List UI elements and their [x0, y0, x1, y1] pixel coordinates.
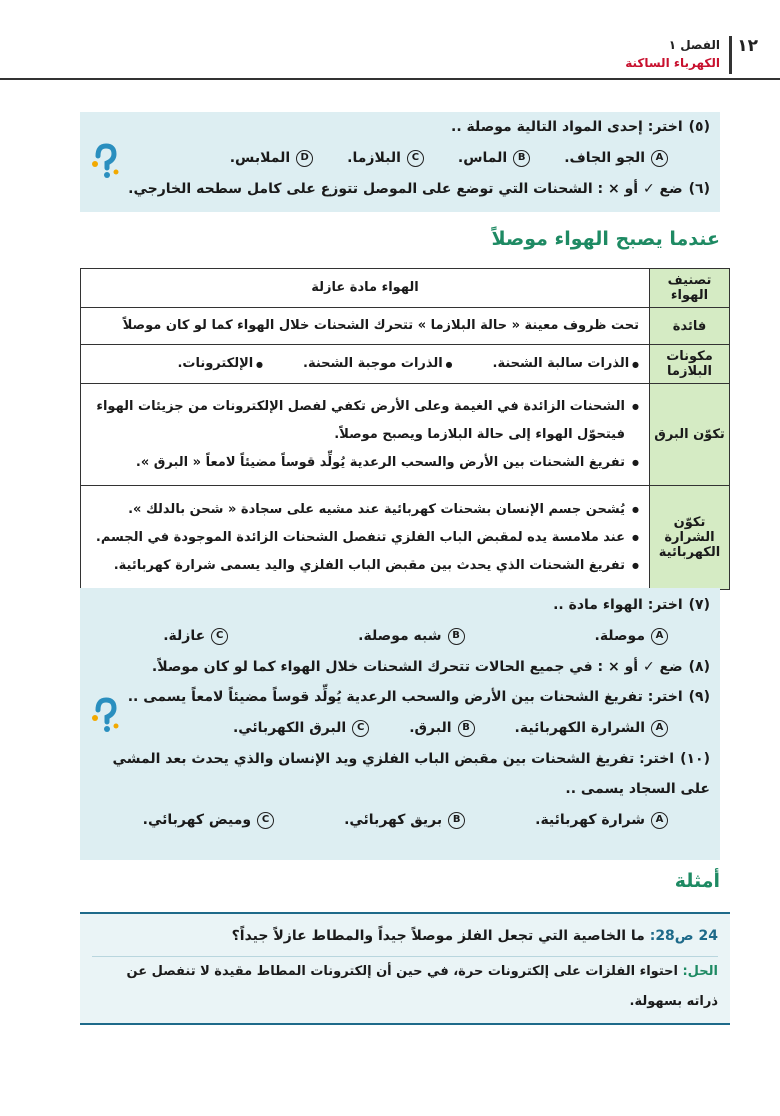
example-reference: 24 ص28:: [649, 928, 718, 944]
table-row: [81, 486, 730, 590]
header-rule: [0, 78, 780, 80]
question-10-options: [80, 804, 720, 836]
question-7-options: [80, 620, 720, 652]
examples-title: أمثلة: [674, 870, 720, 892]
option-letter-icon: C: [407, 150, 424, 167]
question-text: اختر: إحدى المواد التالية موصلة ..: [451, 119, 683, 135]
option-text: موصلة.: [594, 628, 645, 644]
option-text: وميض كهربائي.: [142, 812, 252, 828]
option-letter-icon: A: [651, 812, 668, 829]
question-mark-icon: [88, 142, 122, 182]
question-number: (٨): [688, 659, 710, 675]
table-row-head: تكوّن الشرارة الكهربائية: [650, 486, 730, 590]
option-a[interactable]: [595, 620, 669, 652]
option-c[interactable]: [233, 712, 369, 744]
option-text: الشرارة الكهربائية.: [514, 720, 645, 736]
question-5: [80, 112, 720, 142]
option-letter-icon: B: [448, 812, 465, 829]
header-divider: [729, 36, 732, 74]
option-a[interactable]: [515, 712, 668, 744]
table-row-content: [81, 384, 650, 486]
plasma-components-list: [91, 350, 639, 379]
question-text: ضع ✓ أو × : في جميع الحالات تتحرك الشحنات خلال الهواء كما لو كان موصلاً.: [151, 659, 683, 675]
option-text: الملابس.: [229, 150, 291, 166]
answer-label: الحل:: [682, 964, 718, 979]
option-text: الجو الجاف.: [564, 150, 645, 166]
table-row-head: فائدة: [650, 308, 730, 345]
question-8: [80, 652, 720, 682]
table-row-content: الهواء مادة عازلة: [81, 269, 650, 308]
page-header: [0, 0, 780, 88]
table-row: [81, 384, 730, 486]
option-b[interactable]: [409, 712, 474, 744]
question-number: (٩): [688, 689, 710, 705]
question-text: ضع ✓ أو × : الشحنات التي توضع على الموصل تتوزع على كامل سطحه الخارجي.: [128, 181, 683, 197]
option-text: البلازما.: [347, 150, 401, 166]
question-number: (٥): [688, 119, 710, 135]
list-item: ● يُشحن جسم الإنسان بشحنات كهربائية عند مشيه على سجادة « شحن بالدلك ».: [91, 496, 639, 524]
option-a[interactable]: [564, 142, 668, 174]
table-row-head: تكوّن البرق: [650, 384, 730, 486]
option-b[interactable]: [458, 142, 530, 174]
air-conductivity-table: [80, 268, 730, 590]
question-box-2: [80, 588, 720, 860]
example-question: [92, 920, 718, 952]
list-item: ● الذرات سالبة الشحنة.: [493, 350, 639, 379]
question-10: [80, 744, 720, 804]
question-mark-icon: [88, 696, 122, 736]
example-question-text: ما الخاصية التي تجعل الفلز موصلاً جيداً والمطاط عازلاً جيداً؟: [231, 928, 645, 944]
option-letter-icon: B: [448, 628, 465, 645]
option-text: عازلة.: [163, 628, 206, 644]
answer-text: احتواء الفلزات على إلكترونات حرة، في حين أن إلكترونات المطاط مقيدة لا تنفصل عن ذراته بسهولة.: [126, 964, 718, 1009]
option-letter-icon: C: [211, 628, 228, 645]
option-b[interactable]: [344, 804, 465, 836]
topic-label: الكهرباء الساكنة: [625, 56, 720, 70]
option-text: الماس.: [457, 150, 508, 166]
option-letter-icon: A: [651, 150, 668, 167]
question-9-options: [80, 712, 720, 744]
option-d[interactable]: [230, 142, 313, 174]
spark-list: [91, 496, 639, 580]
list-item: ● الشحنات الزائدة في الغيمة وعلى الأرض تكفي لفصل الإلكترونات من جزيئات الهواء فيتحوّل الهواء إلى حالة البلازما ويصبح موصلاً.: [91, 393, 639, 449]
option-letter-icon: A: [651, 720, 668, 737]
option-text: شبه موصلة.: [358, 628, 442, 644]
question-number: (١٠): [680, 751, 710, 767]
list-item: ● تفريغ الشحنات الذي يحدث بين مقبض الباب الفلزي واليد يسمى شرارة كهربائية.: [91, 552, 639, 580]
question-text: اختر: الهواء مادة ..: [553, 597, 683, 613]
list-item: ● الذرات موجبة الشحنة.: [303, 350, 453, 379]
table-row-content: [81, 486, 650, 590]
option-letter-icon: D: [296, 150, 313, 167]
table-row: [81, 269, 730, 308]
option-letter-icon: A: [651, 628, 668, 645]
option-letter-icon: C: [352, 720, 369, 737]
lightning-list: [91, 393, 639, 477]
question-6: [80, 174, 720, 204]
option-letter-icon: B: [513, 150, 530, 167]
question-5-options: [80, 142, 720, 174]
example-answer: [92, 957, 718, 1017]
table-row-content: [81, 345, 650, 384]
table-row-head: تصنيف الهواء: [650, 269, 730, 308]
question-text: اختر: تفريغ الشحنات بين مقبض الباب الفلزي ويد الإنسان والذي يحدث بعد المشي على السجاد يسمى ..: [112, 751, 710, 797]
question-7: [80, 590, 720, 620]
question-box-1: [80, 112, 720, 212]
option-text: بريق كهربائي.: [344, 812, 443, 828]
table-row-head: مكونات البلازما: [650, 345, 730, 384]
question-text: اختر: تفريغ الشحنات بين الأرض والسحب الرعدية يُولِّد قوساً مضيئاً لامعاً يسمى ..: [127, 689, 683, 705]
question-number: (٦): [688, 181, 710, 197]
option-text: البرق الكهربائي.: [232, 720, 347, 736]
page-number: ١٢: [737, 36, 758, 56]
list-item: ● الإلكترونات.: [177, 350, 263, 379]
section-title: عندما يصبح الهواء موصلاً: [491, 228, 720, 250]
option-text: شرارة كهربائية.: [535, 812, 645, 828]
option-c[interactable]: [163, 620, 228, 652]
list-item: ● تفريغ الشحنات بين الأرض والسحب الرعدية يُولِّد قوساً مضيئاً لامعاً « البرق ».: [91, 449, 639, 477]
option-letter-icon: C: [257, 812, 274, 829]
list-item: ● عند ملامسة يده لمقبض الباب الفلزي تنفصل الشحنات الزائدة الموجودة في الجسم.: [91, 524, 639, 552]
table-row-content: تحت ظروف معينة « حالة البلازما » تتحرك الشحنات خلال الهواء كما لو كان موصلاً: [81, 308, 650, 345]
question-9: [80, 682, 720, 712]
chapter-label: الفصل ١: [668, 38, 720, 52]
option-c[interactable]: [143, 804, 274, 836]
question-number: (٧): [688, 597, 710, 613]
option-c[interactable]: [347, 142, 424, 174]
option-a[interactable]: [535, 804, 668, 836]
table-row: [81, 308, 730, 345]
option-letter-icon: B: [458, 720, 475, 737]
table-row: [81, 345, 730, 384]
option-b[interactable]: [358, 620, 464, 652]
option-text: البرق.: [409, 720, 452, 736]
example-box: [80, 912, 730, 1025]
